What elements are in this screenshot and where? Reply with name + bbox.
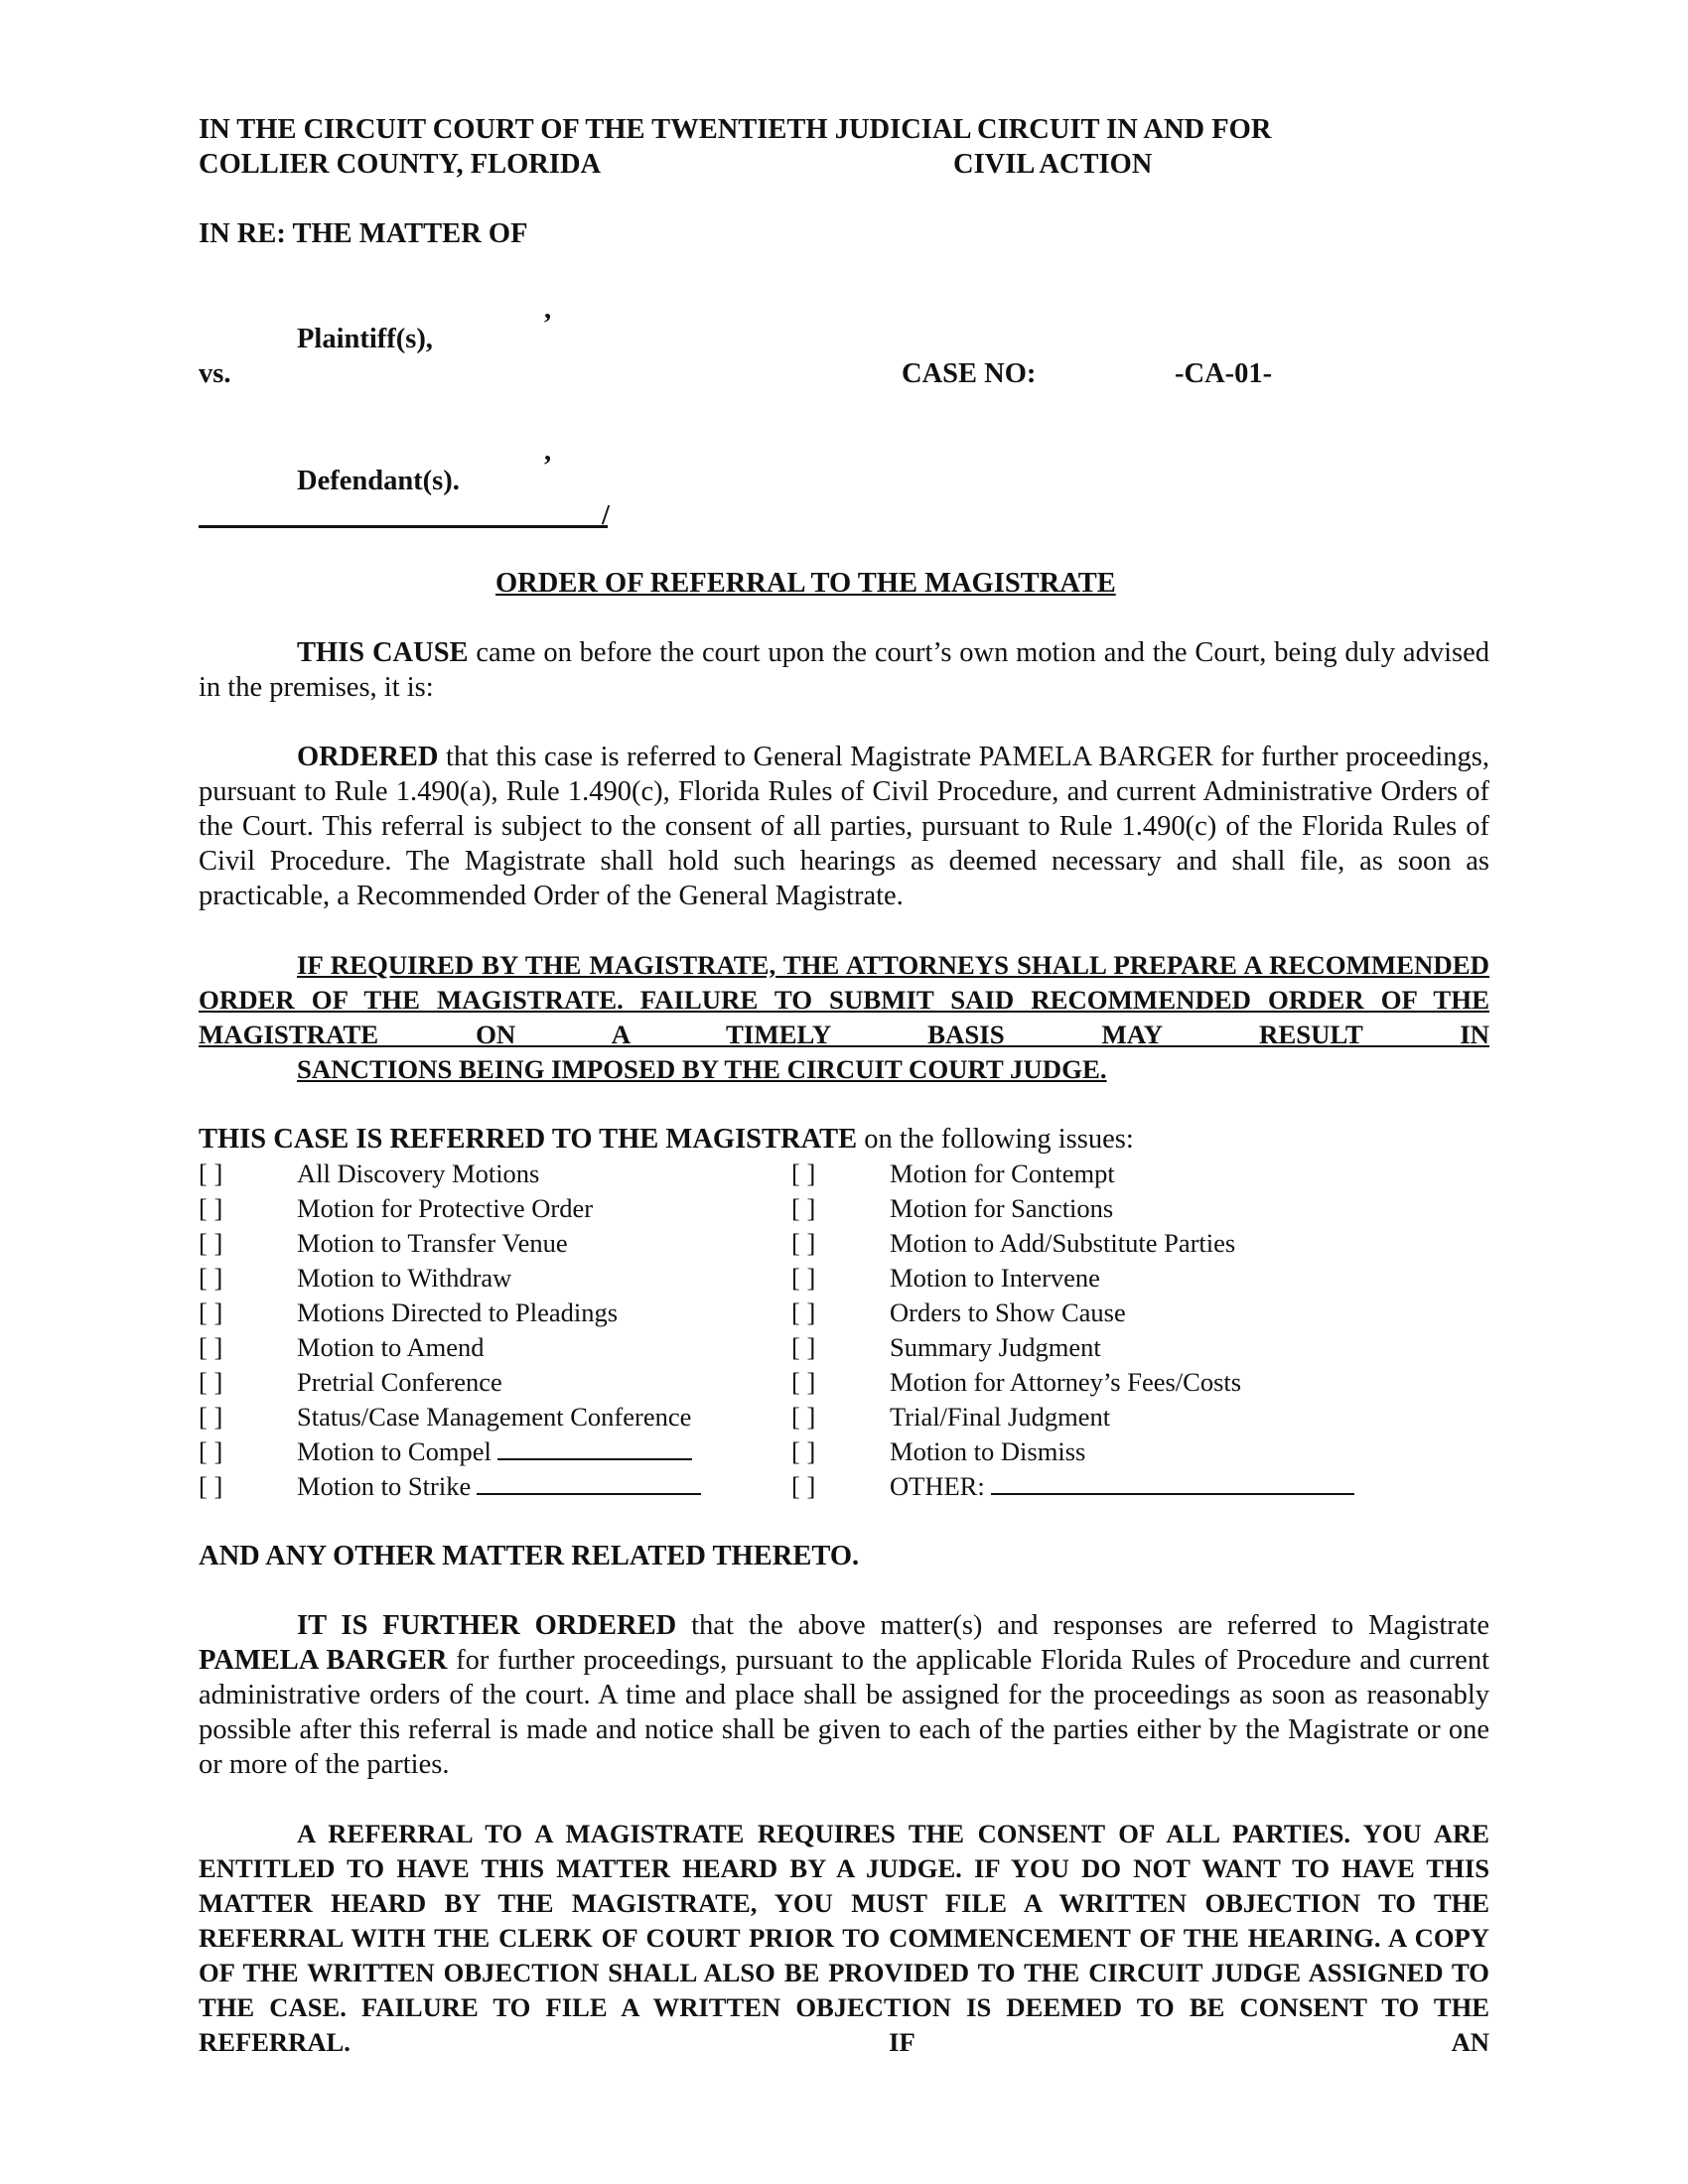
issue-label: Summary Judgment [890, 1332, 1101, 1362]
court-heading-line-1: IN THE CIRCUIT COURT OF THE TWENTIETH JUDICIAL CIRCUIT IN AND FOR [199, 114, 1272, 145]
issue-checkbox[interactable]: [ ] [199, 1332, 223, 1362]
further-ordered-lead: IT IS FURTHER ORDERED [297, 1610, 677, 1641]
issue-checkbox[interactable]: [ ] [199, 1193, 223, 1223]
this-cause-paragraph [199, 635, 1489, 705]
plaintiff-label: Plaintiff(s), [297, 324, 433, 354]
order-title: ORDER OF REFERRAL TO THE MAGISTRATE [495, 568, 1116, 599]
issue-label: Motion for Protective Order [297, 1193, 594, 1223]
issue-label: Motion for Attorney’s Fees/Costs [890, 1367, 1242, 1397]
issue-label: All Discovery Motions [297, 1159, 540, 1188]
issue-label: Motion for Contempt [890, 1159, 1115, 1188]
this-cause-text: came on before the court upon the court’s own motion and the Court, being duly advised in the premises, it is: [199, 637, 1489, 703]
issue-label: Trial/Final Judgment [890, 1402, 1111, 1432]
issue-label: Motions Directed to Pleadings [297, 1297, 619, 1327]
issue-checkbox[interactable]: [ ] [199, 1402, 223, 1432]
further-ordered-text-1: that the above matter(s) and responses are referred to Magistrate [676, 1610, 1489, 1641]
issue-checkbox[interactable]: [ ] [791, 1228, 816, 1258]
case-no-value: -CA-01- [1175, 358, 1273, 389]
issue-checkbox[interactable]: [ ] [791, 1159, 816, 1188]
issue-label: Motion to Withdraw [297, 1263, 512, 1293]
in-re-line: IN RE: THE MATTER OF [199, 218, 528, 249]
issue-label: Motion to Compel [297, 1436, 492, 1466]
issue-label: Motion to Dismiss [890, 1436, 1086, 1466]
issue-label: Motion for Sanctions [890, 1193, 1114, 1223]
issue-checkbox[interactable]: [ ] [791, 1367, 816, 1397]
civil-action-label: CIVIL ACTION [953, 149, 1153, 180]
issue-checkbox[interactable]: [ ] [791, 1263, 816, 1293]
issues-intro [199, 1122, 1134, 1157]
issue-checkbox[interactable]: [ ] [791, 1402, 816, 1432]
any-other-matter: AND ANY OTHER MATTER RELATED THERETO. [199, 1541, 860, 1571]
issue-label-with-blank [890, 1469, 1354, 1504]
further-ordered-paragraph [199, 1608, 1489, 1782]
recommended-order-warning [199, 948, 1489, 1087]
issues-intro-lead: THIS CASE IS REFERRED TO THE MAGISTRATE [199, 1124, 858, 1155]
court-heading-line-2: COLLIER COUNTY, FLORIDA [199, 149, 602, 180]
issue-checkbox[interactable]: [ ] [791, 1297, 816, 1327]
issue-checkbox[interactable]: [ ] [199, 1436, 223, 1466]
further-ordered-text-2: for further proceedings, pursuant to the applicable Florida Rules of Procedure and current administrative orders of the court. A time and place shall be assigned for the proceedings as soon as reasonably possible after this referral is made and notice shall be given to each of the parties either by the Magistrate or one or more of the parties. [199, 1645, 1489, 1780]
issue-checkbox[interactable]: [ ] [791, 1332, 816, 1362]
defendant-label: Defendant(s). [297, 466, 460, 496]
caption-slash: / [602, 500, 610, 531]
warning-text: IF REQUIRED BY THE MAGISTRATE, THE ATTORNEYS SHALL PREPARE A RECOMMENDED ORDER OF THE MAGISTRATE. FAILURE TO SUBMIT SAID RECOMMENDED ORDER OF THE MAGISTRATE ON A TIMELY BASIS MAY RESULT IN [199, 950, 1489, 1049]
motion-to-compel-blank[interactable] [497, 1436, 692, 1460]
ordered-lead: ORDERED [297, 742, 439, 772]
ordered-text: that this case is referred to General Magistrate PAMELA BARGER for further proceedings, pursuant to Rule 1.490(a), Rule 1.490(c), Florida Rules of Civil Procedure, and current Administrative Orders of the Court. This referral is subject to the consent of all parties, pursuant to Rule 1.490(c) of the Florida Rules of Civil Procedure. The Magistrate shall hold such hearings as deemed necessary and shall file, as soon as practicable, a Recommended Order of the General Magistrate. [199, 742, 1489, 911]
issue-label: Motion to Amend [297, 1332, 485, 1362]
issue-checkbox[interactable]: [ ] [199, 1263, 223, 1293]
issue-label: Motion to Add/Substitute Parties [890, 1228, 1236, 1258]
issue-label: Motion to Strike [297, 1471, 472, 1501]
issue-label: Orders to Show Cause [890, 1297, 1126, 1327]
issue-label: Pretrial Conference [297, 1367, 502, 1397]
issue-checkbox[interactable]: [ ] [199, 1471, 223, 1501]
ordered-paragraph [199, 740, 1489, 913]
issue-checkbox[interactable]: [ ] [791, 1436, 816, 1466]
issues-intro-text: on the following issues: [857, 1124, 1134, 1155]
defendant-comma: , [544, 436, 552, 467]
issue-label: Status/Case Management Conference [297, 1402, 692, 1432]
issue-checkbox[interactable]: [ ] [791, 1193, 816, 1223]
consent-notice: A REFERRAL TO A MAGISTRATE REQUIRES THE CONSENT OF ALL PARTIES. YOU ARE ENTITLED TO HAVE THIS MATTER HEARD BY A JUDGE. IF YOU DO NOT WANT TO HAVE THIS MATTER HEARD BY THE MAGISTRATE, YOU MUST FILE A WRITTEN OBJECTION TO THE REFERRAL WITH THE CLERK OF COURT PRIOR TO COMMENCEMENT OF THE HEARING. A COPY OF THE WRITTEN OBJECTION SHALL ALSO BE PROVIDED TO THE CIRCUIT JUDGE ASSIGNED TO THE CASE. FAILURE TO FILE A WRITTEN OBJECTION IS DEEMED TO BE CONSENT TO THE REFERRAL. IF AN [199, 1819, 1489, 2057]
issue-checkbox[interactable]: [ ] [199, 1367, 223, 1397]
issue-checkbox[interactable]: [ ] [791, 1471, 816, 1501]
motion-to-strike-blank[interactable] [477, 1471, 701, 1495]
magistrate-name: PAMELA BARGER [199, 1645, 448, 1676]
plaintiff-comma: , [544, 294, 552, 325]
issue-label-with-blank [297, 1434, 692, 1469]
issue-checkbox[interactable]: [ ] [199, 1159, 223, 1188]
issue-label: Motion to Transfer Venue [297, 1228, 568, 1258]
issue-checkbox[interactable]: [ ] [199, 1228, 223, 1258]
issue-label-with-blank [297, 1469, 701, 1504]
issue-checkbox[interactable]: [ ] [199, 1297, 223, 1327]
issue-label: OTHER: [890, 1471, 985, 1501]
warning-last-line: SANCTIONS BEING IMPOSED BY THE CIRCUIT COURT JUDGE. [297, 1054, 1107, 1084]
issue-label: Motion to Intervene [890, 1263, 1100, 1293]
vs-label: vs. [199, 358, 231, 389]
this-cause-lead: THIS CAUSE [297, 637, 469, 668]
other-issue-blank[interactable] [991, 1471, 1354, 1495]
caption-signature-line [199, 525, 608, 528]
case-no-label: CASE NO: [902, 358, 1037, 389]
